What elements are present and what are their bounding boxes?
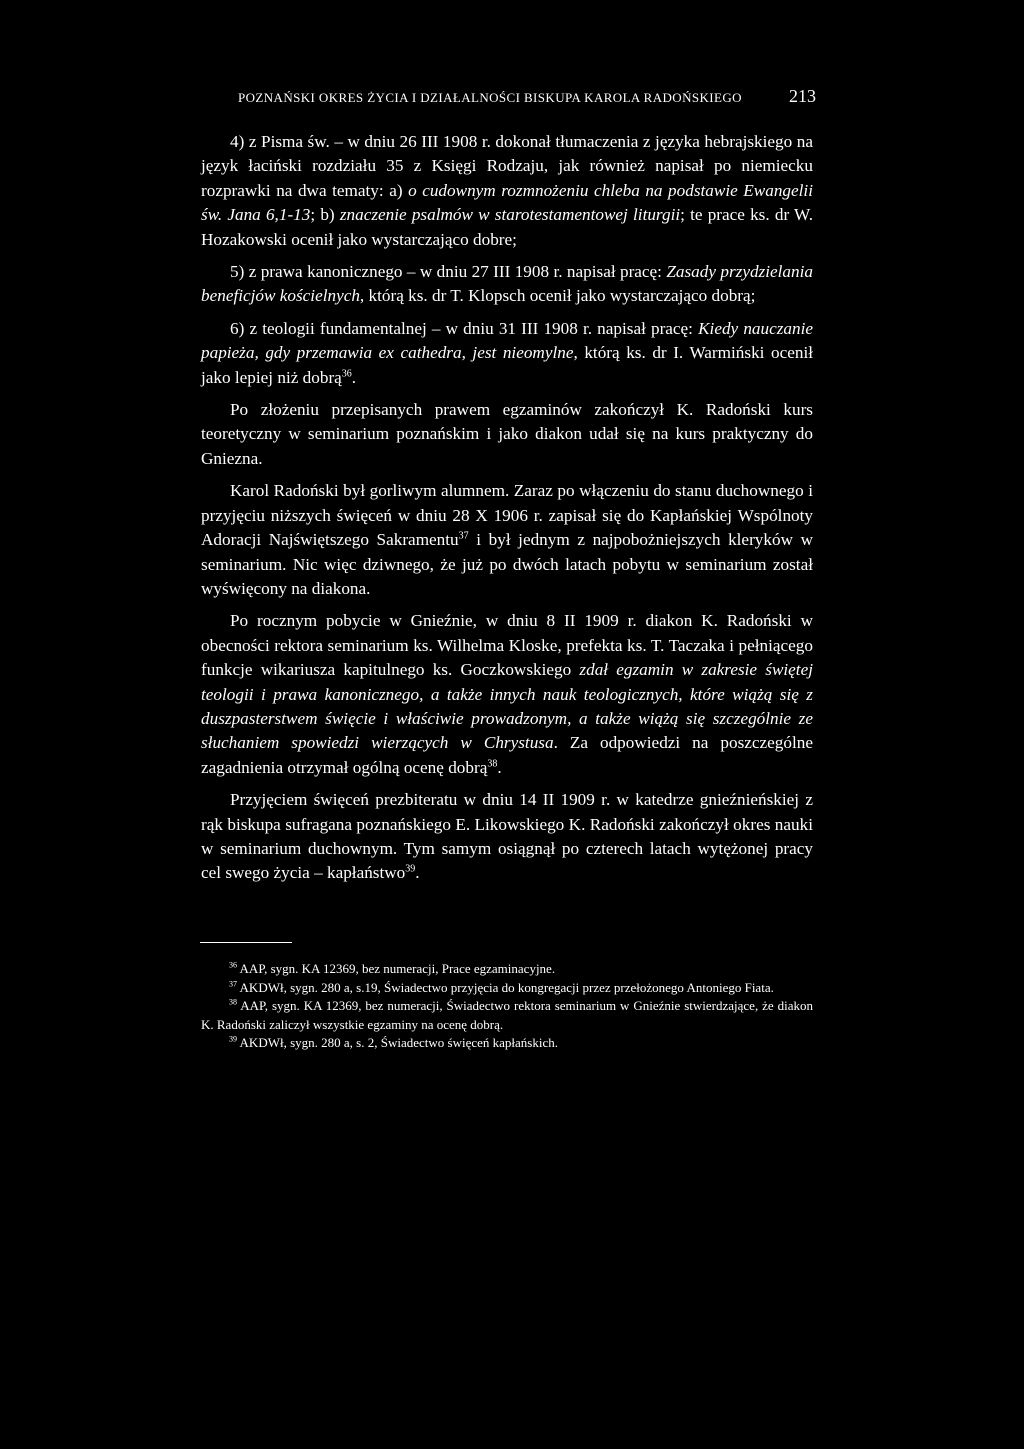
- text-run: Przyjęciem święceń prezbiteratu w dniu 14 II 1909 r. w katedrze gnieźnieńskiej z rąk biskupa sufragana poznańskiego E. Likowskiego K. Radoński zakończył okres nauki w seminarium duchownym. Tym samym osiągnął po czterech latach wytężonej pracy cel swego życia – kapłaństwo: [201, 790, 813, 883]
- footnote-number: 39: [229, 1035, 237, 1045]
- footnote-ref[interactable]: 36: [341, 367, 352, 379]
- body-text: [201, 130, 813, 894]
- text-run: . Za odpowiedzi na poszczególne zagadnienia otrzymał ogólną ocenę dobrą: [201, 733, 813, 777]
- paragraph-exam-scripture: [201, 130, 813, 252]
- footnote-text: AKDWł, sygn. 280 a, s.19, Świadectwo przyjęcia do kongregacji przez przełożonego Antoniego Fiata.: [239, 979, 774, 995]
- footnote-ref[interactable]: 39: [405, 863, 416, 875]
- footnotes: [201, 960, 813, 1053]
- italic-title: Zasady przydzielania beneficjów kościelnych: [201, 262, 813, 306]
- italic-quote: zdał egzamin w zakresie świętej teologii i prawa kanonicznego, a także innych nauk teologicznych, które wiążą się z duszpasterstwem święcie i właściwie prowadzonym, a także wiążą się szczególnie ze słuchaniem spowiedzi wierzących w Chrystusa: [201, 660, 813, 753]
- footnote-text: AAP, sygn. KA 12369, bez numeracji, Prace egzaminacyjne.: [239, 961, 556, 976]
- footnote-text: AAP, sygn. KA 12369, bez numeracji, Świadectwo rektora seminarium w Gnieźnie stwierdzające, że diakon K. Radoński zaliczył wszystkie egzaminy na ocenę dobrą.: [201, 998, 813, 1032]
- footnote-number: 38: [229, 997, 237, 1007]
- text-run: .: [415, 863, 420, 883]
- footnote-text: AKDWł, sygn. 280 a, s. 2, Świadectwo święceń kapłańskich.: [239, 1035, 558, 1051]
- text-run: ; te prace ks. dr W. Hozakowski ocenił jako wystarczająco dobre;: [201, 205, 813, 249]
- text-run: 4) z Pisma św. – w dniu 26 III 1908 r. dokonał tłumaczenia z języka hebrajskiego na język łaciński rozdziału 35 z Księgi Rodzaju, jak również napisał po niemiecku rozprawki na dwa tematy: a): [201, 132, 813, 200]
- paragraph-exam-canon-law: [201, 260, 813, 309]
- italic-title: Kiedy nauczanie papieża, gdy przemawia ex cathedra, jest nieomylne: [201, 318, 814, 363]
- text-run: , którą ks. dr I. Warmiński ocenił jako lepiej niż dobrą: [201, 343, 813, 387]
- text-run: , którą ks. dr T. Klopsch ocenił jako wystarczająco dobrą;: [359, 286, 756, 306]
- paragraph-devotion: [201, 479, 813, 601]
- paragraph-course-completion: [201, 398, 813, 471]
- footnote: [201, 1034, 813, 1053]
- text-run: Po rocznym pobycie w Gnieźnie, w dniu 8 II 1909 r. diakon K. Radoński w obecności rektora seminarium ks. Wilhelma Kloske, prefekta ks. T. Taczaka i pełniącego funkcje wikariusza kapitulnego ks. Goczkowskiego: [201, 611, 813, 680]
- text-run: 5) z prawa kanonicznego – w dniu 27 III 1908 r. napisał pracę:: [230, 262, 667, 282]
- paragraph-gniezno-exam: [201, 609, 813, 780]
- text-run: 6) z teologii fundamentalnej – w dniu 31 III 1908 r. napisał pracę:: [230, 318, 699, 338]
- text-run: i był jednym z najpobożniejszych kleryków w seminarium. Nic więc dziwnego, że już po dwóch latach pobytu w seminarium został wyświęcony na diakona.: [201, 530, 813, 598]
- text-run: .: [497, 757, 502, 777]
- footnote-number: 36: [229, 960, 237, 970]
- footnote: [201, 997, 813, 1034]
- footnote-separator: [200, 942, 292, 943]
- text-run: Karol Radoński był gorliwym alumnem. Zaraz po włączeniu do stanu duchownego i przyjęciu niższych święceń w dniu 28 X 1906 r. zapisał się do Kapłańskiej Wspólnoty Adoracji Najświętszego Sakramentu: [201, 481, 813, 550]
- footnote-ref[interactable]: 38: [487, 758, 498, 770]
- text-run: Po złożeniu przepisanych prawem egzaminów zakończył K. Radoński kurs teoretyczny w seminarium poznańskim i jako diakon udał się na kurs praktyczny do Gniezna.: [201, 400, 813, 468]
- footnote: [201, 979, 813, 998]
- text-run: .: [351, 367, 357, 387]
- text-run: ; b): [310, 205, 340, 225]
- paragraph-ordination: [201, 788, 813, 886]
- footnote-number: 37: [229, 979, 237, 989]
- italic-title: znaczenie psalmów w starotestamentowej liturgii: [339, 205, 681, 225]
- italic-title: o cudownym rozmnożeniu chleba na podstawie Ewangelii św. Jana 6,1-13: [201, 180, 813, 225]
- footnote: [201, 960, 813, 979]
- page-number: 213: [789, 86, 816, 106]
- paragraph-exam-fundamental-theology: [201, 317, 813, 390]
- footnote-ref[interactable]: 37: [458, 530, 469, 542]
- running-header: [238, 86, 816, 110]
- running-title: POZNAŃSKI OKRES ŻYCIA I DZIAŁALNOŚCI BISKUPA KAROLA RADOŃSKIEGO: [238, 90, 742, 105]
